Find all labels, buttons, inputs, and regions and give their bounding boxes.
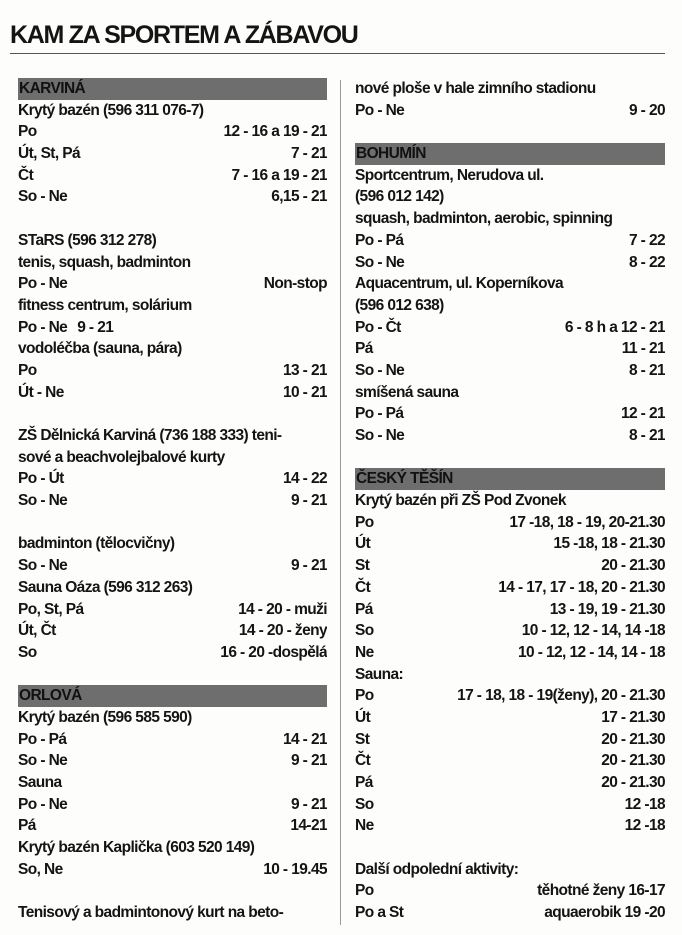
schedule-days: Čt: [18, 166, 34, 184]
schedule-hours: 9 - 21: [77, 318, 114, 336]
venue-line: Další odpolední aktivity:: [355, 860, 519, 878]
schedule-days: Ne: [355, 643, 374, 661]
venue-line: squash, badminton, aerobic, spinning: [355, 210, 613, 228]
venue-line: Sauna: [18, 774, 62, 791]
schedule-hours: 9 - 21: [290, 492, 327, 510]
schedule-hours: 14 - 17, 17 - 18, 20 - 21.30: [498, 578, 665, 596]
schedule-row: [355, 772, 665, 794]
schedule-hours: 20 - 21.30: [601, 730, 665, 748]
schedule-days: So - Ne: [18, 492, 68, 510]
schedule-hours: 14 - 20 - muži: [238, 600, 327, 618]
venue-line: (596 012 142): [355, 188, 444, 206]
schedule-hours: 15 -18, 18 - 21.30: [553, 535, 665, 553]
schedule-hours: 20 - 21.30: [601, 752, 665, 770]
schedule-row: [355, 880, 665, 902]
schedule-hours: 9 - 21: [290, 557, 327, 575]
schedule-hours: 12 -18: [624, 817, 665, 835]
column-divider: [340, 80, 341, 925]
schedule-hours: 20 - 21.30: [601, 557, 665, 575]
schedule-row: [18, 599, 327, 621]
venue-line: fitness centrum, solárium: [18, 296, 192, 314]
schedule-hours: 9 - 20: [628, 101, 665, 119]
schedule-row: [18, 859, 327, 881]
schedule-hours: 12 - 16 a 19 - 21: [223, 123, 327, 141]
title-rule: [10, 53, 665, 54]
right-column: [355, 78, 665, 924]
section-heading: ORLOVÁ: [18, 685, 327, 707]
schedule-hours: 13 - 19, 19 - 21.30: [549, 600, 665, 618]
schedule-row: [355, 794, 665, 816]
schedule-days: So, Ne: [18, 860, 63, 878]
venue-line: sové a beachvolejbalové kurty: [18, 448, 225, 466]
schedule-hours: 10 - 19.45: [263, 860, 327, 878]
venue-line: Sauna Oáza (596 312 263): [18, 578, 193, 596]
schedule-days: Čt: [355, 578, 371, 596]
left-column: [18, 78, 327, 924]
schedule-row: [18, 642, 327, 664]
schedule-days: Út: [355, 535, 371, 553]
section-heading: ČESKÝ TĚŠÍN: [355, 468, 665, 490]
schedule-row: [18, 273, 327, 295]
schedule-days: Pá: [355, 600, 373, 618]
schedule-row: [18, 165, 327, 187]
schedule-days: Po - Ne: [355, 101, 405, 119]
spacer: [355, 447, 665, 469]
venue-line: vodoléčba (sauna, pára): [18, 340, 182, 358]
schedule-row: [18, 360, 327, 382]
schedule-row: [18, 729, 327, 751]
schedule-days: Po - Út: [18, 470, 64, 488]
justified-text: ZŠ Dělnická Karviná (736 188 333) teni-: [18, 427, 282, 444]
venue-line: [18, 902, 327, 924]
schedule-row: [18, 555, 327, 577]
spacer: [18, 664, 327, 686]
schedule-row: [355, 360, 665, 382]
schedule-hours: 8 - 22: [628, 253, 665, 271]
spacer: [18, 512, 327, 534]
section-heading: BOHUMÍN: [355, 143, 665, 165]
venue-line: Sportcentrum, Nerudova ul.: [355, 166, 544, 184]
schedule-hours: 8 - 21: [628, 427, 665, 444]
schedule-days: St: [355, 557, 370, 575]
schedule-days: Pá: [355, 340, 373, 358]
schedule-row: [355, 230, 665, 252]
venue-line: Sauna:: [355, 665, 404, 683]
schedule-hours: 10 - 12, 12 - 14, 14 - 18: [518, 643, 665, 661]
schedule-hours: 11 - 21: [621, 340, 665, 358]
schedule-days: So - Ne: [355, 361, 405, 379]
venue-line: Aquacentrum, ul. Koperníkova: [355, 275, 563, 293]
venue-line: Krytý bazén (596 311 076-7): [18, 101, 204, 119]
schedule-row: [355, 620, 665, 642]
schedule-days: Po - Pá: [18, 730, 67, 748]
schedule-row: [355, 577, 665, 599]
justified-text: Tenisový a badmintonový kurt na beto-: [18, 904, 284, 922]
schedule-row: [355, 642, 665, 664]
schedule-days: Ne: [355, 817, 374, 835]
schedule-hours: 7 - 21: [290, 145, 327, 163]
schedule-row: [18, 815, 327, 837]
schedule-row: [355, 317, 665, 339]
schedule-row: [18, 382, 327, 404]
schedule-row: [18, 186, 327, 208]
section-heading: KARVINÁ: [18, 78, 327, 100]
schedule-days: Út: [355, 708, 371, 726]
schedule-row: [18, 317, 327, 339]
spacer: [355, 121, 665, 143]
schedule-row: [18, 490, 327, 512]
schedule-hours: 6,15 - 21: [271, 188, 327, 206]
schedule-days: So: [355, 795, 374, 813]
schedule-hours: 20 - 21.30: [601, 774, 665, 791]
schedule-row: [355, 100, 665, 122]
schedule-days: So: [18, 643, 37, 661]
schedule-row: [355, 750, 665, 772]
schedule-row: [355, 252, 665, 274]
schedule-days: Po: [18, 123, 37, 141]
schedule-hours: 14 - 21: [282, 730, 327, 748]
schedule-days: Po: [18, 361, 37, 379]
schedule-days: So - Ne: [18, 557, 68, 575]
schedule-hours: 14 - 20 - ženy: [238, 622, 327, 640]
page-title: KAM ZA SPORTEM A ZÁBAVOU: [10, 21, 358, 49]
schedule-days: Pá: [355, 774, 373, 791]
schedule-row: [18, 794, 327, 816]
schedule-days: Út, Čt: [18, 622, 56, 640]
schedule-row: [355, 729, 665, 751]
schedule-days: So: [355, 622, 374, 640]
schedule-row: [355, 815, 665, 837]
schedule-hours: 10 - 21: [282, 383, 327, 401]
schedule-hours: 7 - 16 a 19 - 21: [231, 166, 327, 184]
schedule-days: Po - Pá: [355, 231, 404, 249]
venue-line: Krytý bazén (596 585 590): [18, 708, 192, 726]
schedule-hours: 10 - 12, 12 - 14, 14 -18: [521, 622, 665, 640]
schedule-days: Po - Ne: [18, 795, 68, 813]
schedule-hours: 9 - 21: [290, 795, 327, 813]
schedule-row: [18, 121, 327, 143]
schedule-days: Čt: [355, 752, 371, 770]
schedule-hours: těhotné ženy 16-17: [537, 882, 665, 900]
schedule-days: Po: [355, 687, 374, 705]
venue-line: (596 012 638): [355, 296, 444, 314]
schedule-hours: 14-21: [290, 817, 327, 835]
schedule-days: Pá: [18, 817, 36, 835]
schedule-hours: 14 - 22: [282, 470, 327, 488]
schedule-row: [355, 599, 665, 621]
schedule-row: [355, 403, 665, 425]
schedule-days: So - Ne: [18, 188, 68, 206]
schedule-row: [18, 468, 327, 490]
schedule-hours: 12 - 21: [620, 405, 665, 423]
venue-line: tenis, squash, badminton: [18, 253, 191, 271]
schedule-days: Út - Ne: [18, 383, 64, 401]
spacer: [18, 208, 327, 230]
schedule-row: [18, 143, 327, 165]
venue-line: Krytý bazén Kaplička (603 520 149): [18, 839, 255, 857]
schedule-row: [355, 512, 665, 534]
schedule-row: [355, 685, 665, 707]
schedule-days: Po - Ne: [18, 275, 68, 293]
schedule-row: [355, 902, 665, 924]
spacer: [18, 403, 327, 425]
schedule-days: Po - Ne: [18, 318, 68, 336]
venue-line: nové ploše v hale zimního stadionu: [355, 80, 596, 97]
schedule-hours: 7 - 22: [628, 231, 665, 249]
schedule-row: [355, 555, 665, 577]
venue-line: [18, 425, 327, 447]
spacer: [355, 837, 665, 859]
schedule-days: Po - Pá: [355, 405, 404, 423]
venue-line: STaRS (596 312 278): [18, 231, 157, 249]
schedule-row: [355, 533, 665, 555]
schedule-row: [355, 707, 665, 729]
schedule-hours: 8 - 21: [628, 361, 665, 379]
schedule-days: St: [355, 730, 370, 748]
schedule-row: [18, 620, 327, 642]
venue-line: badminton (tělocvičny): [18, 535, 175, 553]
schedule-hours: 6 - 8 h a 12 - 21: [564, 318, 665, 336]
schedule-hours: 16 - 20 -dospělá: [220, 643, 327, 661]
schedule-hours: 13 - 21: [282, 361, 327, 379]
schedule-days: So - Ne: [355, 427, 405, 444]
schedule-days: Po a St: [355, 904, 404, 922]
schedule-days: Po: [355, 882, 374, 900]
schedule-hours: aquaerobik 19 -20: [544, 904, 665, 922]
spacer: [18, 880, 327, 902]
venue-line: Krytý bazén při ZŠ Pod Zvonek: [355, 492, 566, 510]
schedule-hours: 12 -18: [624, 795, 665, 813]
schedule-hours: 9 - 21: [290, 752, 327, 770]
schedule-days: Út, St, Pá: [18, 145, 81, 163]
schedule-days: Po - Čt: [355, 318, 401, 336]
schedule-days: So - Ne: [355, 253, 405, 271]
schedule-row: [355, 338, 665, 360]
schedule-row: [18, 750, 327, 772]
schedule-days: Po, St, Pá: [18, 600, 84, 618]
venue-line: smíšená sauna: [355, 383, 459, 401]
schedule-hours: 17 - 18, 18 - 19(ženy), 20 - 21.30: [457, 687, 665, 705]
schedule-hours: Non-stop: [263, 275, 327, 293]
schedule-days: So - Ne: [18, 752, 68, 770]
schedule-row: [355, 425, 665, 447]
schedule-days: Po: [355, 513, 374, 531]
schedule-hours: 17 -18, 18 - 19, 20-21.30: [509, 513, 665, 531]
schedule-hours: 17 - 21.30: [601, 708, 665, 726]
